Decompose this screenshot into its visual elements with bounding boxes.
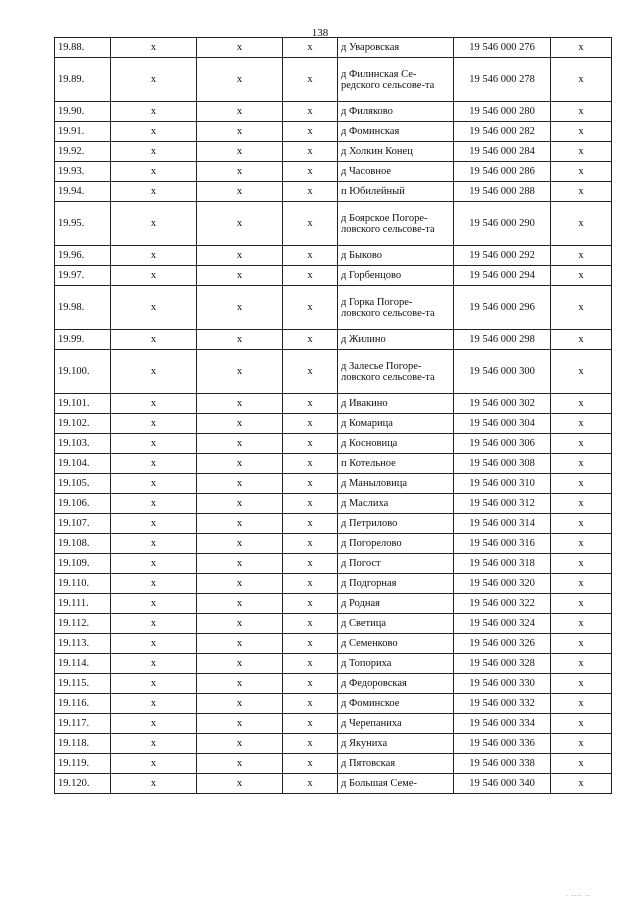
x-mark-cell: x: [283, 574, 338, 594]
x-mark-cell: x: [111, 246, 197, 266]
x-mark-cell: x: [197, 58, 283, 102]
oktmo-code: 19 546 000 326: [454, 634, 551, 654]
row-number: 19.88.: [55, 38, 111, 58]
x-mark-cell: x: [197, 350, 283, 394]
x-mark-cell: x: [283, 674, 338, 694]
x-mark-cell: x: [111, 162, 197, 182]
x-mark-cell: x: [197, 286, 283, 330]
settlement-name: п Котельное: [338, 454, 454, 474]
row-number: 19.97.: [55, 266, 111, 286]
x-mark-cell: x: [197, 674, 283, 694]
x-mark-cell: x: [551, 474, 612, 494]
x-mark-cell: x: [283, 554, 338, 574]
x-mark-cell: x: [283, 594, 338, 614]
x-mark-cell: x: [551, 714, 612, 734]
table-row: [55, 266, 612, 286]
x-mark-cell: x: [197, 554, 283, 574]
x-mark-cell: x: [283, 394, 338, 414]
oktmo-code: 19 546 000 278: [454, 58, 551, 102]
x-mark-cell: x: [111, 202, 197, 246]
x-mark-cell: x: [111, 534, 197, 554]
x-mark-cell: x: [551, 514, 612, 534]
table-row: [55, 434, 612, 454]
x-mark-cell: x: [551, 58, 612, 102]
table-row: [55, 330, 612, 350]
table-row: [55, 754, 612, 774]
x-mark-cell: x: [551, 554, 612, 574]
x-mark-cell: x: [283, 122, 338, 142]
x-mark-cell: x: [551, 634, 612, 654]
x-mark-cell: x: [111, 614, 197, 634]
x-mark-cell: x: [551, 330, 612, 350]
row-number: 19.120.: [55, 774, 111, 794]
x-mark-cell: x: [283, 774, 338, 794]
settlement-name: д Якуниха: [338, 734, 454, 754]
row-number: 19.118.: [55, 734, 111, 754]
oktmo-code: 19 546 000 284: [454, 142, 551, 162]
row-number: 19.117.: [55, 714, 111, 734]
settlement-name: д Боярское Погоре-ловского сельсове-та: [338, 202, 454, 246]
x-mark-cell: x: [551, 674, 612, 694]
oktmo-code: 19 546 000 298: [454, 330, 551, 350]
settlement-name: д Быково: [338, 246, 454, 266]
x-mark-cell: x: [283, 102, 338, 122]
x-mark-cell: x: [551, 142, 612, 162]
table-row: [55, 350, 612, 394]
x-mark-cell: x: [551, 102, 612, 122]
table-row: [55, 182, 612, 202]
settlement-name: д Горбенцово: [338, 266, 454, 286]
x-mark-cell: x: [197, 734, 283, 754]
x-mark-cell: x: [111, 434, 197, 454]
page-number: 138: [311, 27, 329, 39]
oktmo-code: 19 546 000 328: [454, 654, 551, 674]
row-number: 19.116.: [55, 694, 111, 714]
table-body: [55, 38, 612, 794]
x-mark-cell: x: [111, 394, 197, 414]
x-mark-cell: x: [551, 454, 612, 474]
settlement-name: д Погорелово: [338, 534, 454, 554]
table-row: [55, 614, 612, 634]
x-mark-cell: x: [551, 162, 612, 182]
table-row: [55, 142, 612, 162]
settlement-name: д Холкин Конец: [338, 142, 454, 162]
x-mark-cell: x: [551, 494, 612, 514]
x-mark-cell: x: [551, 734, 612, 754]
x-mark-cell: x: [283, 286, 338, 330]
oktmo-code: 19 546 000 336: [454, 734, 551, 754]
x-mark-cell: x: [111, 350, 197, 394]
x-mark-cell: x: [111, 414, 197, 434]
x-mark-cell: x: [283, 494, 338, 514]
settlement-name: д Топориха: [338, 654, 454, 674]
table-row: [55, 694, 612, 714]
settlement-name: д Залесье Погоре-ловского сельсове-та: [338, 350, 454, 394]
oktmo-code: 19 546 000 312: [454, 494, 551, 514]
x-mark-cell: x: [551, 182, 612, 202]
row-number: 19.100.: [55, 350, 111, 394]
x-mark-cell: x: [283, 634, 338, 654]
x-mark-cell: x: [197, 774, 283, 794]
settlement-name: д Подгорная: [338, 574, 454, 594]
x-mark-cell: x: [551, 350, 612, 394]
x-mark-cell: x: [197, 474, 283, 494]
x-mark-cell: x: [551, 614, 612, 634]
x-mark-cell: x: [111, 142, 197, 162]
oktmo-code: 19 546 000 338: [454, 754, 551, 774]
x-mark-cell: x: [197, 494, 283, 514]
oktmo-code: 19 546 000 282: [454, 122, 551, 142]
x-mark-cell: x: [283, 534, 338, 554]
x-mark-cell: x: [551, 434, 612, 454]
x-mark-cell: x: [283, 734, 338, 754]
x-mark-cell: x: [551, 414, 612, 434]
row-number: 19.101.: [55, 394, 111, 414]
table-row: [55, 286, 612, 330]
oktmo-code: 19 546 000 316: [454, 534, 551, 554]
x-mark-cell: x: [551, 574, 612, 594]
x-mark-cell: x: [197, 634, 283, 654]
table-row: [55, 394, 612, 414]
table-row: [55, 574, 612, 594]
row-number: 19.93.: [55, 162, 111, 182]
x-mark-cell: x: [551, 266, 612, 286]
settlement-name: д Фоминское: [338, 694, 454, 714]
row-number: 19.107.: [55, 514, 111, 534]
table-row: [55, 534, 612, 554]
oktmo-code: 19 546 000 318: [454, 554, 551, 574]
table-row: [55, 714, 612, 734]
oktmo-code: 19 546 000 314: [454, 514, 551, 534]
x-mark-cell: x: [197, 102, 283, 122]
oktmo-code: 19 546 000 334: [454, 714, 551, 734]
table-row: [55, 674, 612, 694]
oktmo-code: 19 546 000 288: [454, 182, 551, 202]
x-mark-cell: x: [111, 634, 197, 654]
x-mark-cell: x: [111, 674, 197, 694]
x-mark-cell: x: [197, 454, 283, 474]
oktmo-code: 19 546 000 332: [454, 694, 551, 714]
row-number: 19.111.: [55, 594, 111, 614]
x-mark-cell: x: [283, 162, 338, 182]
row-number: 19.109.: [55, 554, 111, 574]
x-mark-cell: x: [111, 38, 197, 58]
table-row: [55, 494, 612, 514]
x-mark-cell: x: [197, 714, 283, 734]
x-mark-cell: x: [197, 122, 283, 142]
table-row: [55, 38, 612, 58]
x-mark-cell: x: [551, 38, 612, 58]
x-mark-cell: x: [197, 38, 283, 58]
oktmo-code: 19 546 000 302: [454, 394, 551, 414]
x-mark-cell: x: [111, 734, 197, 754]
row-number: 19.104.: [55, 454, 111, 474]
settlement-name: д Косновица: [338, 434, 454, 454]
settlement-name: д Семенково: [338, 634, 454, 654]
x-mark-cell: x: [111, 594, 197, 614]
oktmo-code: 19 546 000 340: [454, 774, 551, 794]
settlement-name: д Уваровская: [338, 38, 454, 58]
settlements-table: [54, 37, 612, 794]
settlement-name: д Родная: [338, 594, 454, 614]
x-mark-cell: x: [283, 414, 338, 434]
table-row: [55, 246, 612, 266]
row-number: 19.110.: [55, 574, 111, 594]
table-row: [55, 554, 612, 574]
row-number: 19.89.: [55, 58, 111, 102]
x-mark-cell: x: [111, 714, 197, 734]
x-mark-cell: x: [283, 614, 338, 634]
x-mark-cell: x: [111, 454, 197, 474]
x-mark-cell: x: [197, 594, 283, 614]
settlement-name: д Федоровская: [338, 674, 454, 694]
x-mark-cell: x: [197, 574, 283, 594]
table-row: [55, 654, 612, 674]
x-mark-cell: x: [197, 246, 283, 266]
settlement-name: д Филяково: [338, 102, 454, 122]
row-number: 19.102.: [55, 414, 111, 434]
x-mark-cell: x: [111, 754, 197, 774]
x-mark-cell: x: [551, 594, 612, 614]
settlement-name: д Светица: [338, 614, 454, 634]
oktmo-code: 19 546 000 308: [454, 454, 551, 474]
x-mark-cell: x: [111, 122, 197, 142]
table-row: [55, 454, 612, 474]
x-mark-cell: x: [197, 182, 283, 202]
oktmo-code: 19 546 000 306: [454, 434, 551, 454]
row-number: 19.103.: [55, 434, 111, 454]
x-mark-cell: x: [551, 694, 612, 714]
row-number: 19.91.: [55, 122, 111, 142]
row-number: 19.90.: [55, 102, 111, 122]
row-number: 19.95.: [55, 202, 111, 246]
oktmo-code: 19 546 000 292: [454, 246, 551, 266]
x-mark-cell: x: [197, 754, 283, 774]
row-number: 19.98.: [55, 286, 111, 330]
x-mark-cell: x: [283, 754, 338, 774]
x-mark-cell: x: [197, 434, 283, 454]
oktmo-code: 19 546 000 310: [454, 474, 551, 494]
settlement-name: д Петрилово: [338, 514, 454, 534]
oktmo-code: 19 546 000 286: [454, 162, 551, 182]
x-mark-cell: x: [197, 694, 283, 714]
table-row: [55, 474, 612, 494]
x-mark-cell: x: [283, 330, 338, 350]
table-row: [55, 162, 612, 182]
settlement-name: д Черепаниха: [338, 714, 454, 734]
row-number: 19.96.: [55, 246, 111, 266]
row-number: 19.94.: [55, 182, 111, 202]
x-mark-cell: x: [551, 534, 612, 554]
x-mark-cell: x: [551, 394, 612, 414]
oktmo-code: 19 546 000 294: [454, 266, 551, 286]
x-mark-cell: x: [551, 654, 612, 674]
x-mark-cell: x: [111, 494, 197, 514]
settlement-name: д Маныловица: [338, 474, 454, 494]
x-mark-cell: x: [197, 614, 283, 634]
settlement-name: д Жилино: [338, 330, 454, 350]
x-mark-cell: x: [283, 454, 338, 474]
settlement-name: д Часовное: [338, 162, 454, 182]
x-mark-cell: x: [197, 162, 283, 182]
table-row: [55, 202, 612, 246]
x-mark-cell: x: [111, 474, 197, 494]
x-mark-cell: x: [111, 266, 197, 286]
settlement-name: д Горка Погоре-ловского сельсове-та: [338, 286, 454, 330]
x-mark-cell: x: [283, 714, 338, 734]
row-number: 19.114.: [55, 654, 111, 674]
settlement-name: д Ивакино: [338, 394, 454, 414]
x-mark-cell: x: [551, 774, 612, 794]
x-mark-cell: x: [283, 266, 338, 286]
x-mark-cell: x: [551, 754, 612, 774]
x-mark-cell: x: [197, 514, 283, 534]
oktmo-code: 19 546 000 280: [454, 102, 551, 122]
x-mark-cell: x: [551, 286, 612, 330]
x-mark-cell: x: [283, 202, 338, 246]
oktmo-code: 19 546 000 322: [454, 594, 551, 614]
table-row: [55, 122, 612, 142]
x-mark-cell: x: [283, 694, 338, 714]
x-mark-cell: x: [111, 554, 197, 574]
row-number: 19.119.: [55, 754, 111, 774]
settlement-name: д Фоминская: [338, 122, 454, 142]
x-mark-cell: x: [283, 58, 338, 102]
oktmo-code: 19 546 000 290: [454, 202, 551, 246]
settlement-name: д Пятовская: [338, 754, 454, 774]
x-mark-cell: x: [283, 514, 338, 534]
x-mark-cell: x: [197, 534, 283, 554]
x-mark-cell: x: [111, 182, 197, 202]
table-row: [55, 734, 612, 754]
table-row: [55, 102, 612, 122]
x-mark-cell: x: [283, 142, 338, 162]
row-number: 19.108.: [55, 534, 111, 554]
table-row: [55, 634, 612, 654]
oktmo-code: 19 546 000 320: [454, 574, 551, 594]
table-row: [55, 58, 612, 102]
x-mark-cell: x: [111, 58, 197, 102]
table-row: [55, 774, 612, 794]
row-number: 19.92.: [55, 142, 111, 162]
x-mark-cell: x: [283, 654, 338, 674]
settlement-name: д Филинская Се-редского сельсове-та: [338, 58, 454, 102]
x-mark-cell: x: [551, 122, 612, 142]
table-row: [55, 414, 612, 434]
x-mark-cell: x: [197, 142, 283, 162]
x-mark-cell: x: [111, 286, 197, 330]
x-mark-cell: x: [111, 102, 197, 122]
table-row: [55, 514, 612, 534]
x-mark-cell: x: [283, 38, 338, 58]
x-mark-cell: x: [197, 414, 283, 434]
x-mark-cell: x: [111, 694, 197, 714]
x-mark-cell: x: [283, 434, 338, 454]
row-number: 19.115.: [55, 674, 111, 694]
settlement-name: д Погост: [338, 554, 454, 574]
settlement-name: д Маслиха: [338, 494, 454, 514]
x-mark-cell: x: [283, 350, 338, 394]
x-mark-cell: x: [111, 574, 197, 594]
x-mark-cell: x: [283, 474, 338, 494]
x-mark-cell: x: [197, 654, 283, 674]
x-mark-cell: x: [283, 246, 338, 266]
oktmo-code: 19 546 000 324: [454, 614, 551, 634]
row-number: 19.106.: [55, 494, 111, 514]
scan-noise: . .... ..: [566, 890, 591, 898]
row-number: 19.105.: [55, 474, 111, 494]
x-mark-cell: x: [111, 654, 197, 674]
oktmo-code: 19 546 000 304: [454, 414, 551, 434]
oktmo-code: 19 546 000 296: [454, 286, 551, 330]
x-mark-cell: x: [111, 330, 197, 350]
x-mark-cell: x: [551, 202, 612, 246]
x-mark-cell: x: [197, 394, 283, 414]
x-mark-cell: x: [197, 266, 283, 286]
settlement-name: д Большая Семе-: [338, 774, 454, 794]
x-mark-cell: x: [111, 514, 197, 534]
oktmo-code: 19 546 000 330: [454, 674, 551, 694]
x-mark-cell: x: [111, 774, 197, 794]
oktmo-code: 19 546 000 300: [454, 350, 551, 394]
x-mark-cell: x: [283, 182, 338, 202]
row-number: 19.113.: [55, 634, 111, 654]
settlement-name: п Юбилейный: [338, 182, 454, 202]
x-mark-cell: x: [551, 246, 612, 266]
x-mark-cell: x: [197, 202, 283, 246]
x-mark-cell: x: [197, 330, 283, 350]
table-row: [55, 594, 612, 614]
row-number: 19.99.: [55, 330, 111, 350]
settlement-name: д Комарица: [338, 414, 454, 434]
row-number: 19.112.: [55, 614, 111, 634]
oktmo-code: 19 546 000 276: [454, 38, 551, 58]
